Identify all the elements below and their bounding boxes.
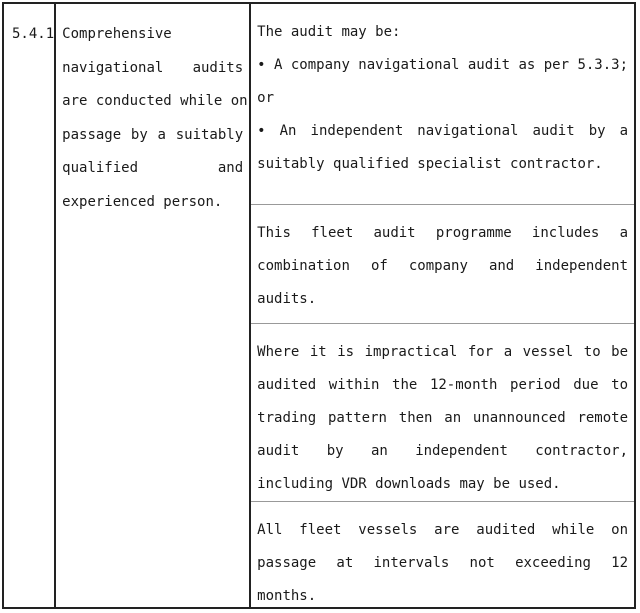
guidance-line: This fleet audit programme includes a: [257, 225, 629, 241]
guidance-bullet-company-audit: • A company navigational audit as per 5.3.3;: [257, 57, 629, 73]
guidance-cell: [251, 4, 634, 607]
guidance-line: All fleet vessels are audited while on: [257, 522, 629, 538]
requirement-line: experienced person.: [62, 193, 223, 210]
requirement-line: are conducted while on: [62, 93, 248, 109]
guidance-line: passage at intervals not exceeding 12: [257, 555, 629, 571]
guidance-line: combination of company and independent: [257, 258, 629, 274]
guidance-line: suitably qualified specialist contractor.: [257, 156, 603, 172]
requirement-cell: [56, 4, 251, 607]
guidance-line: trading pattern then an unannounced remote: [257, 410, 629, 426]
guidance-paragraph-audit-interval: [251, 501, 634, 609]
requirement-line: passage by a suitably: [62, 126, 244, 143]
requirement-line: navigational audits: [62, 59, 244, 76]
guidance-line: The audit may be:: [257, 24, 401, 40]
guidance-line: Where it is impractical for a vessel to be: [257, 344, 629, 360]
guidance-line: months.: [257, 588, 317, 604]
guidance-line: audited within the 12-month period due to: [257, 377, 629, 393]
guidance-line: or: [257, 90, 275, 106]
guidance-paragraph-audit-types: [251, 4, 634, 204]
guidance-paragraph-remote-audit: [251, 323, 634, 501]
guidance-bullet-independent-audit: • An independent navigational audit by a: [257, 123, 629, 139]
requirement-line: qualified and: [62, 160, 244, 176]
guidance-line: audits.: [257, 291, 317, 307]
requirements-table: [2, 2, 636, 609]
guidance-line: including VDR downloads may be used.: [257, 476, 561, 492]
requirement-line: Comprehensive: [62, 26, 172, 42]
section-number: 5.4.1: [12, 26, 55, 42]
section-number-cell: [4, 4, 56, 607]
guidance-line: audit by an independent contractor,: [257, 443, 629, 459]
guidance-paragraph-fleet-programme: [251, 204, 634, 323]
